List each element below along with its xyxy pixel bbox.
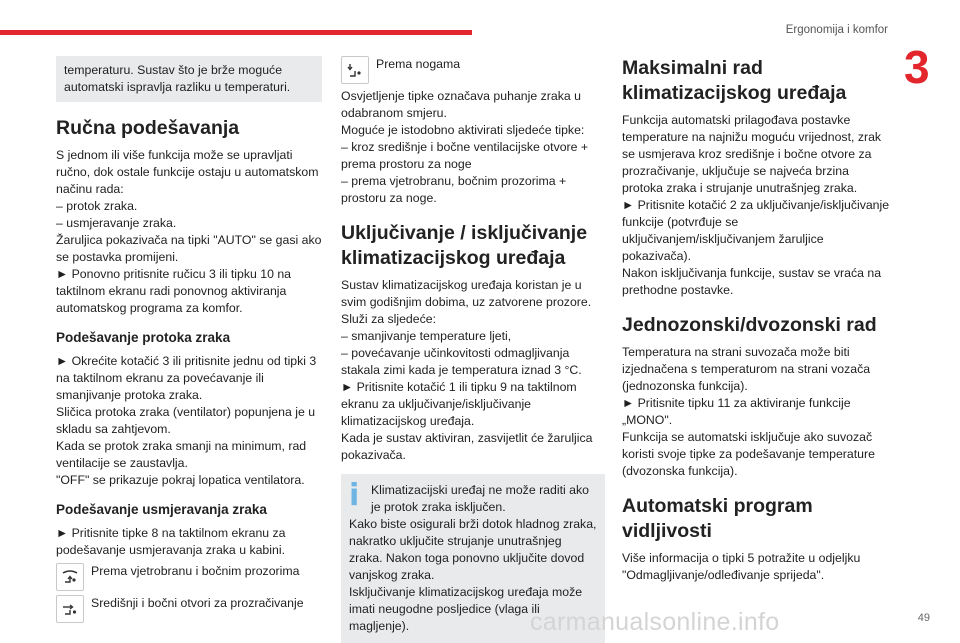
heading-mono-dual: Jednozonski/dvozonski rad (622, 314, 877, 336)
direction-info-text: Osvjetljenje tipke označava puhanje zraka u odabranom smjeru. Moguće je istodobno aktivirati sljedeće tipke: – kroz središnje i bočne ventilacijske otvore + prema prostoru za noge – prema vjetrobranu, bočnim prozorima + prostoru za noge. (341, 89, 589, 205)
page-number: 49 (917, 612, 930, 624)
heading-max-ac: Maksimalni rad klimatizacijskog uređaja (622, 57, 847, 104)
column-2 (341, 56, 605, 643)
manual-settings-text: S jednom ili više funkcija može se upravljati ručno, dok ostale funkcije ostaju u automatskom načinu rada: – protok zraka. – usmjeravanje zraka. Žaruljica pokazivača na tipki "AUTO" se gasi ako se postavka promijeni. ► Ponovno pritisnite ručicu 3 ili tipku 10 na taktilnom ekranu radi ponovnog aktiviranja automatskog programa za komfor. (56, 148, 322, 315)
note-text: temperaturu. Sustav što je brže moguće automatski ispravlja razliku u temperaturi. (64, 63, 291, 94)
feet-row (341, 56, 605, 84)
heading-air-direction: Podešavanje usmjeravanja zraka (56, 502, 267, 517)
feet-airflow-icon (341, 56, 369, 84)
column-1 (56, 56, 322, 627)
max-ac-text: Funkcija automatski prilagođava postavke temperature na najnižu moguću vrijednost, zrak se usmjerava kroz središnje i bočne otvore za prozračivanje, uključuje se najveća brzina protoka zraka i strujanje unutrašnjeg zraka. ► Pritisnite kotačić 2 za uključivanje/isključivanje funkcije (potvrđuje se uključivanjem/isključivanjem žaruljice pokazivača). Nakon isključivanja funkcije, sustav se vraća na prethodne postavke. (622, 113, 890, 297)
header-accent-bar (0, 30, 472, 35)
center-vents-label: Središnji i bočni otvori za prozračivanje (91, 596, 304, 610)
info-rest-text: Kako biste osigurali brži dotok hladnog zraka, nakratko uključite strujanje unutrašnjeg zraka. Nakon toga ponovno uključite dovod vanjskog zraka. Isključivanje klimatizacijskog uređaja može imati neugodne posljedice (vlaga ili magljenje). (349, 517, 597, 633)
column-3 (622, 56, 890, 584)
mono-dual-text: Temperatura na strani suvozača može biti izjednačena s temperaturom na strani vozača (jednozonska funkcija). ► Pritisnite tipku 11 za aktiviranje funkcije „MONO". Funkcija se automatski isključuje ako suvozač koristi svoje tipke za podešavanje temperature (dvozonska funkcija). (622, 345, 875, 478)
windscreen-row (56, 563, 322, 591)
heading-ac-on-off: Uključivanje / isključivanje klimatizacijskog uređaja (341, 222, 588, 269)
air-direction-text: ► Pritisnite tipke 8 na taktilnom ekranu za podešavanje usmjeravanja zraka u kabini. (56, 526, 286, 557)
feet-label: Prema nogama (376, 57, 461, 71)
info-icon: i (349, 478, 360, 513)
visibility-text: Više informacija o tipki 5 potražite u odjeljku "Odmagljivanje/odleđivanje sprijeda". (622, 551, 861, 582)
center-vents-row (56, 595, 322, 623)
info-first-text: Klimatizacijski uređaj ne može raditi ako je protok zraka isključen. (370, 483, 589, 514)
chapter-number: 3 (904, 41, 930, 93)
windscreen-airflow-icon (56, 563, 84, 591)
continued-note (56, 56, 322, 102)
air-flow-text: ► Okrećite kotačić 3 ili pritisnite jednu od tipki 3 na taktilnom ekranu za povećavanje ili smanjivanje protoka zraka. Sličica protoka zraka (ventilator) popunjena je u skladu sa zahtjevom. Kada se protok zraka smanji na minimum, rad ventilacije se zaustavlja. "OFF" se prikazuje pokraj lopatica ventilatora. (56, 354, 317, 487)
heading-manual-settings: Ručna podešavanja (56, 117, 240, 139)
heading-visibility: Automatski program vidljivosti (622, 495, 813, 542)
section-title: Ergonomija i komfor (785, 24, 888, 36)
center-vents-icon (56, 595, 84, 623)
windscreen-label: Prema vjetrobranu i bočnim prozorima (91, 564, 300, 578)
watermark: carmanualsonline.info (530, 608, 780, 636)
ac-on-off-text: Sustav klimatizacijskog uređaja koristan je u svim godišnjim dobima, uz zatvorene prozore. Služi za sljedeće: – smanjivanje temperature ljeti, – povećavanje učinkovitosti odmagljivanja stakala zimi kada je temperatura iznad 3 °C. ► Pritisnite kotačić 1 ili tipku 9 na taktilnom ekranu za uključivanje/isključivanje klimatizacijskog uređaja. Kada je sustav aktiviran, zasvijetlit će žaruljica pokazivača. (341, 278, 593, 462)
info-head (349, 478, 597, 516)
heading-air-flow: Podešavanje protoka zraka (56, 330, 231, 345)
